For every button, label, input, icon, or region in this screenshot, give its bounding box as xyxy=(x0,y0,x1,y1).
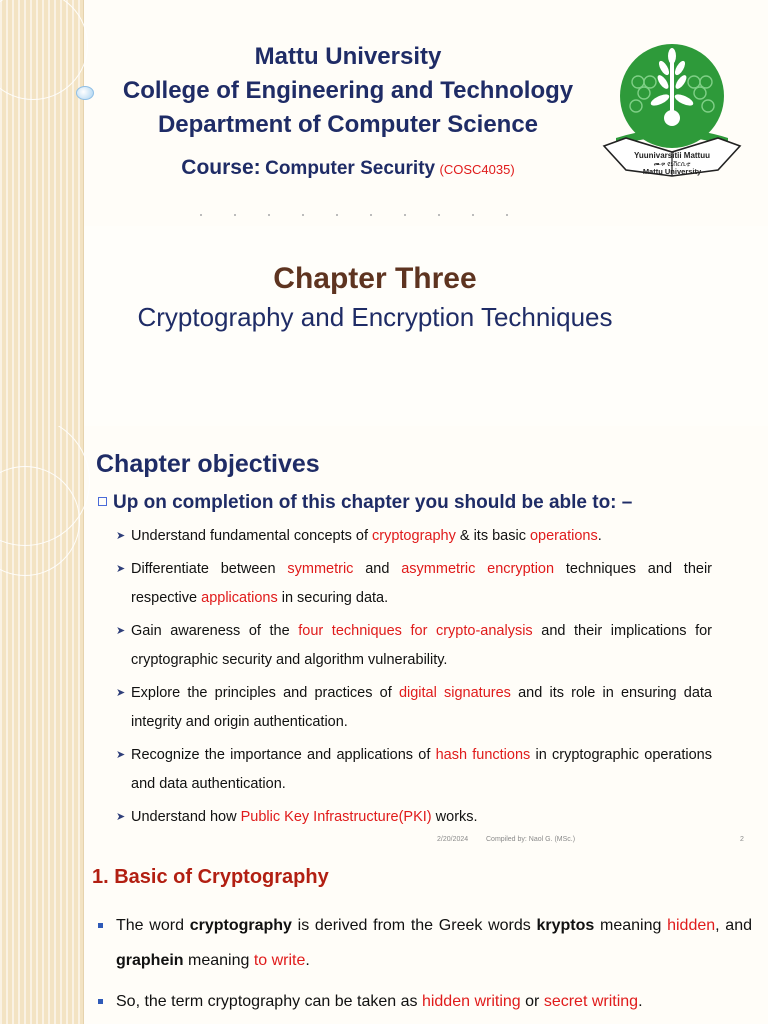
arrow-bullet-icon: ➤ xyxy=(116,749,126,761)
footer-page-number: 2 xyxy=(740,836,744,843)
decorative-stripe xyxy=(0,226,84,426)
list-item: So, the term cryptography can be taken as hidden writing or secret writing. xyxy=(96,984,752,1019)
institution-heading xyxy=(98,40,598,142)
slide-title xyxy=(0,0,768,226)
decorative-stripe xyxy=(0,856,84,1024)
arrow-bullet-icon: ➤ xyxy=(116,625,126,637)
decorative-bubble xyxy=(76,86,94,100)
course-line xyxy=(98,156,598,180)
list-item: ➤ Gain awareness of the four techniques for crypto-analysis and their implications for cryptographic security and algorithm vulnerability. xyxy=(116,617,712,675)
objectives-lead-text: Up on completion of this chapter you should be able to: – xyxy=(113,492,633,513)
seal-text-line3: Mattu University xyxy=(642,167,702,176)
section-title: 1. Basic of Cryptography xyxy=(92,866,329,888)
objectives-lead xyxy=(98,492,632,514)
course-code: (COSC4035) xyxy=(439,162,515,177)
slide-objectives xyxy=(0,426,768,856)
footer-date: 2/20/2024 xyxy=(437,836,469,843)
university-name: Mattu University xyxy=(254,43,442,70)
university-seal-icon xyxy=(596,34,748,186)
chapter-subtitle: Cryptography and Encryption Techniques xyxy=(137,302,613,332)
slide-basics xyxy=(0,856,768,1024)
chapter-title: Chapter Three xyxy=(273,262,477,295)
objectives-list xyxy=(116,522,712,836)
list-item: ➤ Recognize the importance and applications of hash functions in cryptographic operations and data authentication. xyxy=(116,741,712,799)
checkbox-bullet-icon xyxy=(98,497,107,506)
square-bullet-icon xyxy=(98,923,103,928)
list-item: ➤ Differentiate between symmetric and asymmetric encryption techniques and their respective applications in securing data. xyxy=(116,555,712,613)
footer-compiled-by: Compiled by: Naol G. (MSc.) xyxy=(486,836,576,843)
objectives-title: Chapter objectives xyxy=(96,450,320,478)
square-bullet-icon xyxy=(98,999,103,1004)
seal-text-line1: Yuunivarsitii Mattuu xyxy=(633,151,711,160)
list-item: ➤ Understand fundamental concepts of cryptography & its basic operations. xyxy=(116,522,712,551)
basics-list xyxy=(96,908,752,1024)
slide-chapter xyxy=(0,226,768,426)
faint-artifact-line xyxy=(200,214,530,216)
course-name: Computer Security xyxy=(265,158,436,179)
seal-text-line2: ሙቱ ዩኒቨርሲቲ xyxy=(653,160,691,168)
arrow-bullet-icon: ➤ xyxy=(116,811,126,823)
college-name: College of Engineering and Technology xyxy=(122,77,574,104)
course-label: Course: xyxy=(181,156,261,179)
arrow-bullet-icon: ➤ xyxy=(116,687,126,699)
department-name: Department of Computer Science xyxy=(157,111,539,138)
list-item: ➤ Understand how Public Key Infrastructure(PKI) works. xyxy=(116,803,712,832)
list-item: ➤ Explore the principles and practices of digital signatures and its role in ensuring data integrity and origin authentication. xyxy=(116,679,712,737)
arrow-bullet-icon: ➤ xyxy=(116,530,126,542)
arrow-bullet-icon: ➤ xyxy=(116,563,126,575)
list-item: The word cryptography is derived from the Greek words kryptos meaning hidden, and graphein meaning to write. xyxy=(96,908,752,978)
